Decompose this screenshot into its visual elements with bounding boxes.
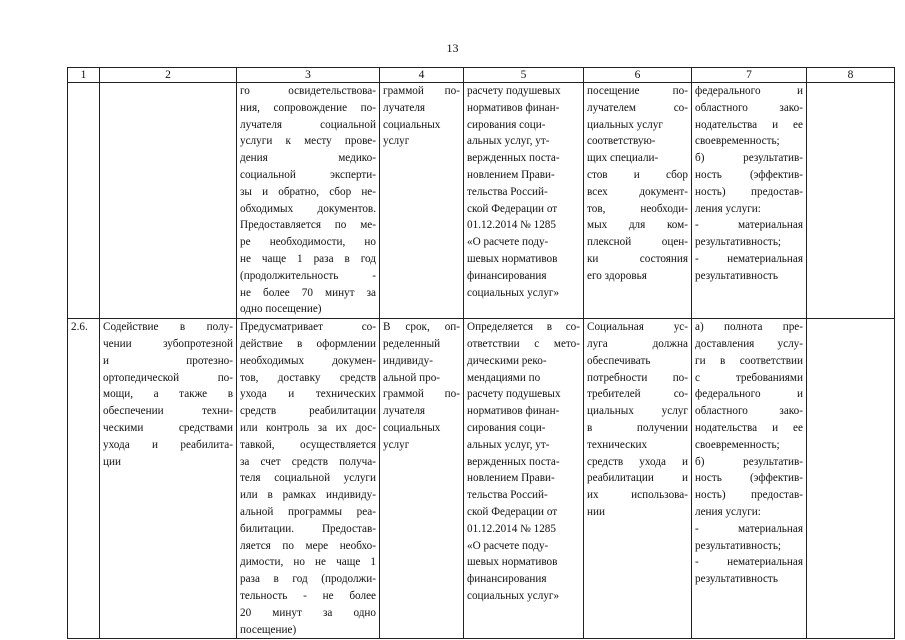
- cell-text-line: ги в соответствии: [695, 354, 803, 367]
- cell-text-line: всех документ-: [587, 185, 688, 198]
- cell-text-line: дическими реко-: [467, 354, 547, 367]
- cell-text-line: с требованиями: [695, 371, 803, 384]
- cell-text-line: лучателем со-: [587, 101, 688, 114]
- notes-cell: [807, 83, 895, 319]
- cell-text-line: доставления услу-: [695, 337, 803, 350]
- cell-text-line: нодательства и ее: [695, 421, 803, 434]
- cell-text-line: обеспечении техни-: [103, 405, 233, 418]
- cell-text-line: нодательства и ее: [695, 118, 803, 131]
- cell-text-line: результативность: [695, 269, 778, 282]
- cell-text-line: Содействие в полу-: [103, 321, 233, 334]
- cell-text-line: действие в оформлении: [240, 337, 376, 350]
- cell-text-line: - материальная: [695, 219, 803, 232]
- cell-text-line: лучателя: [383, 101, 426, 114]
- cell-text-line: плексной оцен-: [587, 236, 688, 249]
- cell-text-line: ность (эффектив-: [695, 472, 803, 485]
- cell-text-line: ческими средствами: [103, 421, 233, 434]
- cell-text-line: результативность;: [695, 236, 782, 249]
- cell-text-line: социальной эксперти-: [240, 168, 376, 181]
- cell-text-line: услуги к месту прове-: [240, 135, 376, 148]
- volume-standard-cell: [584, 83, 692, 319]
- cell-text-line: Предусматривает со-: [240, 321, 376, 334]
- cell-text-line: посещение): [240, 623, 297, 636]
- cell-text-line: соответствую-: [587, 135, 656, 148]
- cell-text-line: или контроль за их дос-: [240, 421, 376, 434]
- cell-text-line: б) результатив-: [695, 152, 803, 165]
- cell-text-line: тельность - не более: [240, 589, 376, 602]
- cell-text-line: индивиду-: [383, 354, 433, 367]
- cell-text-line: го освидетельствова-: [240, 85, 376, 97]
- cell-text-line: тельства Россий-: [467, 489, 548, 502]
- cell-text-line: нормативов финан-: [467, 405, 560, 418]
- cell-text-line: необходимых докумен-: [240, 354, 376, 367]
- cell-text-line: лучателя: [383, 405, 426, 418]
- cell-text-line: своевременность;: [695, 135, 780, 148]
- table-row: [68, 319, 895, 639]
- cell-text-line: технических: [587, 438, 648, 451]
- cell-text-line: их использова-: [587, 489, 688, 502]
- cell-text-line: б) результатив-: [695, 455, 803, 468]
- cell-text-line: услуг: [383, 438, 410, 451]
- cell-text-line: мощи, а также в: [103, 388, 233, 401]
- cell-text-line: а) полнота пре-: [695, 321, 803, 334]
- cell-text-line: одно посещение): [240, 303, 322, 316]
- cell-text-line: новлением Прави-: [467, 168, 555, 181]
- cell-text-line: ределенный: [383, 337, 441, 350]
- cell-text-line: мендациями по: [467, 371, 541, 384]
- cell-text-line: шевых нормативов: [467, 556, 558, 569]
- service-name-cell: [100, 319, 237, 639]
- cell-text-line: ухода и реабилита-: [103, 438, 233, 451]
- quality-indicators-cell: [692, 83, 807, 319]
- header-cell: 4: [380, 68, 464, 83]
- header-cell: 8: [807, 68, 895, 83]
- cell-text-line: циальных услуг: [587, 405, 688, 418]
- cell-text-line: дения медико-: [240, 152, 376, 165]
- page-number: 13: [446, 41, 459, 55]
- cell-text-line: или в рамках индивиду-: [240, 489, 376, 502]
- header-cell: 7: [692, 68, 807, 83]
- cell-text-line: услуг: [383, 135, 410, 148]
- cell-text-line: ляется по мере необхо-: [240, 539, 376, 552]
- cell-text-line: обеспечивать: [587, 354, 651, 367]
- cell-text-line: новлением Прави-: [467, 472, 555, 485]
- header-cell: 1: [68, 68, 100, 83]
- cell-text-line: теля социальной услуги: [240, 472, 376, 485]
- cell-text-line: реабилитации и: [587, 472, 688, 485]
- cell-text-line: областного зако-: [695, 101, 803, 114]
- cell-text-line: луга должна: [587, 337, 688, 350]
- service-description-cell: [237, 319, 380, 639]
- cell-text-line: нии: [587, 505, 605, 518]
- cell-text-line: димости, но не чаще 1: [240, 556, 376, 569]
- cell-text-line: не чаще 1 раза в год: [240, 252, 376, 265]
- cell-text-line: ской Федерации от: [467, 202, 558, 215]
- cell-text-line: ления услуги:: [695, 202, 761, 215]
- cell-text-line: зы и обратно, сбор не-: [240, 185, 376, 198]
- quality-indicators-cell: [692, 319, 807, 639]
- cell-text-line: ответствии с мето-: [467, 337, 580, 350]
- cell-text-line: областного зако-: [695, 405, 803, 418]
- cell-text-line: финансирования: [467, 573, 547, 586]
- cell-text-line: тов, доставку средств: [240, 371, 376, 384]
- cell-text-line: Предоставляется по ме-: [240, 219, 376, 232]
- cell-text-line: тельства Россий-: [467, 185, 548, 198]
- cell-text-line: социальных услуг»: [467, 286, 560, 299]
- cell-text-line: в получении: [587, 421, 688, 434]
- cell-text-line: результативность: [695, 573, 778, 586]
- cell-text-line: циальных услуг: [587, 118, 663, 131]
- cell-text-line: нормативов финан-: [467, 101, 560, 114]
- cell-text-line: 20 минут за одно: [240, 606, 376, 619]
- cell-text-line: ции: [103, 455, 121, 468]
- cell-text-line: вержденных поста-: [467, 455, 560, 468]
- table-row: [68, 83, 895, 319]
- cell-text-line: не более 70 минут за: [240, 286, 376, 299]
- cell-text-line: вержденных поста-: [467, 152, 560, 165]
- cell-text-line: ния, сопровождение по-: [240, 101, 376, 114]
- cell-text-line: Определяется в со-: [467, 321, 580, 334]
- cell-text-line: требителей со-: [587, 388, 688, 401]
- cell-text-line: стов и сбор: [587, 168, 688, 181]
- cell-text-line: ухода и технических: [240, 388, 376, 401]
- service-description-cell: [237, 83, 380, 319]
- cell-text-line: ре необходимости, но: [240, 236, 376, 249]
- cell-text-line: за счет средств получа-: [240, 455, 376, 468]
- cell-text-line: (продолжительность -: [240, 269, 376, 282]
- cell-text-line: ской Федерации от: [467, 505, 558, 518]
- cell-text-line: альных услуг, ут-: [467, 135, 550, 148]
- cell-text-line: потребности по-: [587, 371, 688, 384]
- cell-text-line: В срок, оп-: [383, 321, 460, 334]
- cell-text-line: тавкой, осуществляется: [240, 438, 376, 451]
- cell-text-line: - нематериальная: [695, 556, 803, 569]
- cell-text-line: 01.12.2014 № 1285: [467, 522, 556, 535]
- cell-text-line: раза в год (продолжи-: [240, 573, 376, 586]
- cell-text-line: результативность;: [695, 539, 782, 552]
- cell-text-line: средств реабилитации: [240, 405, 376, 418]
- cell-text-line: сирования соци-: [467, 118, 546, 131]
- cell-text-line: социальных: [383, 421, 441, 434]
- cell-text-line: - материальная: [695, 522, 803, 535]
- cell-text-line: «О расчете поду-: [467, 236, 549, 249]
- delivery-term-cell: [380, 319, 464, 639]
- cell-text-line: и протезно-: [103, 354, 233, 367]
- cell-text-line: федерального и: [695, 388, 803, 401]
- cell-text-line: альной про-: [383, 371, 441, 384]
- cell-text-line: своевременность;: [695, 438, 780, 451]
- header-cell: 3: [237, 68, 380, 83]
- cell-text-line: социальных услуг»: [467, 589, 560, 602]
- header-row: [68, 68, 895, 83]
- cell-text-line: Социальная ус-: [587, 321, 688, 334]
- tariff-cell: [464, 83, 584, 319]
- cell-text-line: граммой по-: [383, 85, 460, 97]
- cell-text-line: - нематериальная: [695, 252, 803, 265]
- cell-text-line: ность (эффектив-: [695, 168, 803, 181]
- notes-cell: [807, 319, 895, 639]
- volume-standard-cell: [584, 319, 692, 639]
- cell-text-line: щих специали-: [587, 152, 659, 165]
- delivery-term-cell: [380, 83, 464, 319]
- service-name-cell: [100, 83, 237, 319]
- cell-text-line: финансирования: [467, 269, 547, 282]
- cell-text-line: 01.12.2014 № 1285: [467, 219, 556, 232]
- cell-text-line: ность) предостав-: [695, 185, 803, 198]
- cell-text-line: социальных: [383, 118, 441, 131]
- cell-text-line: билитации. Предостав-: [240, 522, 376, 535]
- cell-text-line: альных услуг, ут-: [467, 438, 550, 451]
- row-number-cell: [68, 319, 100, 639]
- row-number: 2.6.: [71, 321, 88, 334]
- cell-text-line: лучателя социальной: [240, 118, 376, 131]
- cell-text-line: обходимых документов.: [240, 202, 376, 215]
- header-cell: 6: [584, 68, 692, 83]
- cell-text-line: мых для ком-: [587, 219, 688, 232]
- row-number-cell: [68, 83, 100, 319]
- cell-text-line: ки состояния: [587, 252, 688, 265]
- tariff-cell: [464, 319, 584, 639]
- cell-text-line: сирования соци-: [467, 421, 546, 434]
- cell-text-line: ность) предостав-: [695, 489, 803, 502]
- cell-text-line: федерального и: [695, 85, 803, 97]
- services-table: [67, 67, 895, 639]
- header-cell: 2: [100, 68, 237, 83]
- cell-text-line: граммой по-: [383, 388, 460, 401]
- header-cell: 5: [464, 68, 584, 83]
- cell-text-line: чении зубопротезной: [103, 337, 233, 350]
- cell-text-line: расчету подушевых: [467, 388, 561, 401]
- cell-text-line: посещение по-: [587, 85, 688, 97]
- cell-text-line: альной программы реа-: [240, 505, 376, 518]
- cell-text-line: ления услуги:: [695, 505, 761, 518]
- cell-text-line: тов, необходи-: [587, 202, 688, 215]
- cell-text-line: ортопедической по-: [103, 371, 233, 384]
- cell-text-line: расчету подушевых: [467, 85, 561, 97]
- cell-text-line: шевых нормативов: [467, 252, 558, 265]
- cell-text-line: его здоровья: [587, 269, 647, 282]
- cell-text-line: средств ухода и: [587, 455, 688, 468]
- cell-text-line: «О расчете поду-: [467, 539, 549, 552]
